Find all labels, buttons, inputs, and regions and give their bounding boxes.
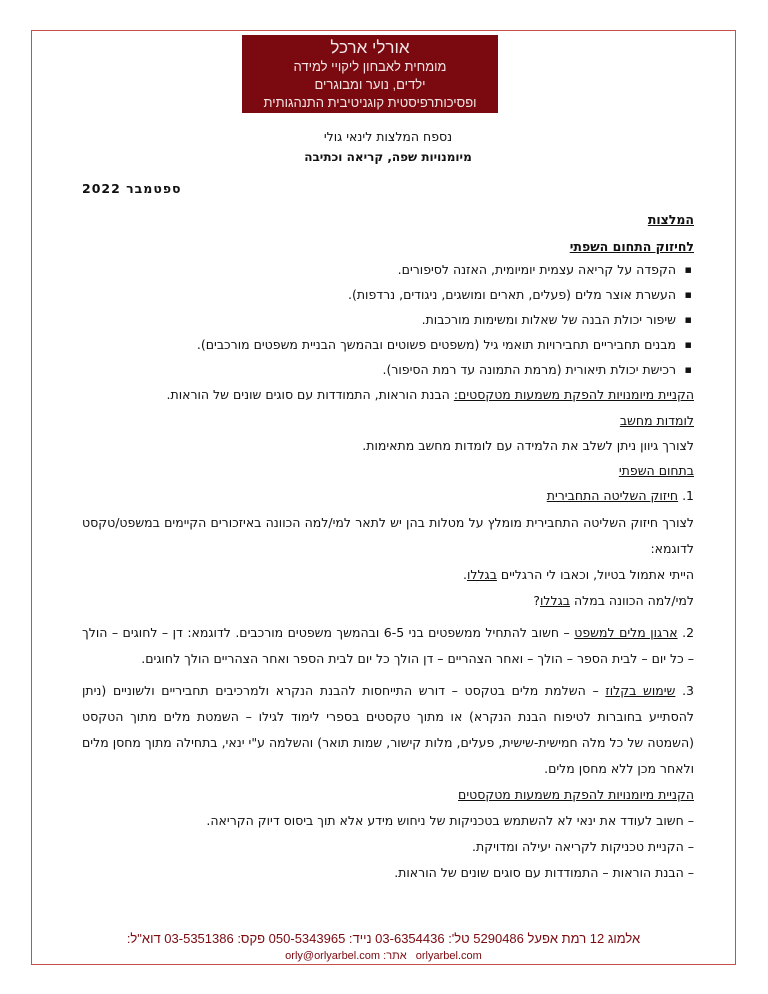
item-3-text: – השלמת מלים בטקסט – דורש התייחסות להבנת הנקרא ולמרכיבים תחביריים ולשוניים (ניתן להסתייע בחוברות לטיפוח הבנת הנקרא) או מתוך טקסטים בספרי לימוד לגילו – השמטת מלים מתוך הטקסט (השמטה של כל מלה חמישית-שישית, פעלים, מלות קישור, שמות תואר) והשלמה ע"י ינאי, בתחילה מתוך מחסן מלים ולאחר מכן ללא מחסן מלים.	[82, 683, 694, 776]
letterhead-line-1: מומחית לאבחון ליקויי למידה	[293, 59, 447, 74]
document-title: נספח המלצות לינאי גולי	[323, 129, 453, 144]
example-1	[82, 562, 694, 588]
document-body	[82, 118, 694, 886]
item-2-paragraph	[82, 620, 694, 672]
list-item: – חשוב לעודד את ינאי לא להשתמש בטכניקות של ניחוש מידע אלא תוך ביסוס דיוק הקריאה.	[206, 813, 694, 828]
footer-site[interactable]: orlyarbel.com	[415, 950, 482, 962]
example-2-underlined: בגללו	[539, 593, 570, 608]
document-date: ספטמבר 2022	[82, 181, 182, 196]
language-heading: לחיזוק התחום השפתי	[569, 239, 694, 254]
footer	[31, 930, 736, 964]
acquisition-label: הקניית מיומנויות להפקת משמעות מטקסטים:	[453, 387, 694, 402]
item-3-number: 3.	[682, 683, 694, 698]
computer-heading: לומדות מחשב	[619, 413, 694, 428]
footer-address: אלמוג 12 רמת אפעל 5290486 טל': 03-6354436 נייד: 050-5343965 פקס: 03-5351386 דוא"ל:	[126, 931, 641, 946]
item-3-paragraph	[82, 678, 694, 782]
item-2-number: 2.	[682, 625, 695, 640]
footer-contact	[31, 948, 736, 964]
letterhead	[242, 35, 498, 113]
list-item: ▪ הקפדה על קריאה עצמית יומיומית, האזנה לסיפורים.	[82, 261, 676, 278]
example-2	[82, 588, 694, 614]
item-1-text: לצורך חיזוק השליטה התחבירית מומלץ על מטלות בהן יש לתאר למי/למה הכוונה באיזכורים הקיימים במשפט/טקסט לדוגמא:	[82, 515, 694, 556]
item-2-title: ארגון מלים למשפט	[574, 625, 678, 640]
language-bullet-list	[82, 261, 694, 378]
example-2-text: למי/למה הכוונה במלה	[569, 593, 694, 608]
example-1-end: .	[462, 567, 467, 582]
recommendations-heading: המלצות	[647, 212, 694, 227]
letterhead-line-3: ופסיכותרפיסטית קוגניטיבית התנהגותית	[263, 95, 477, 110]
item-2-text: – חשוב להתחיל ממשפטים בני 6-5 ובהמשך משפטים מורכבים. לדוגמא: דן – לחוגים – הולך – כל יום – לבית הספר – הולך – ואחר הצהריים – דן הולך כל יום לבית הספר ואחר הצהריים הולך לחוגים.	[82, 625, 694, 666]
item-3-title: שימוש בקלוז	[605, 683, 676, 698]
item-1-heading	[82, 487, 694, 504]
item-1-number: 1.	[682, 488, 694, 503]
document-subtitle: מיומנויות שפה, קריאה וכתיבה	[304, 150, 472, 164]
computer-text: לצורך גיוון ניתן לשלב את הלמידה עם לומדות מחשב מתאימות.	[362, 438, 694, 453]
letterhead-name: אורלי ארכל	[330, 38, 410, 57]
footer-site-label: אתר:	[383, 950, 407, 962]
acquisition-text: הבנת הוראות, התמודדות עם סוגים שונים של הוראות.	[166, 387, 454, 402]
acquisition-2-heading: הקניית מיומנויות להפקת משמעות מטקסטים	[458, 787, 694, 802]
language-area-heading: בתחום השפתי	[618, 463, 694, 478]
acquisition-paragraph	[82, 382, 694, 408]
list-item: ▪ העשרת אוצר מלים (פעלים, תארים ומושגים, ניגודים, נרדפות).	[82, 286, 676, 303]
list-item: ▪ שיפור יכולת הבנה של שאלות ומשימות מורכבות.	[82, 311, 676, 328]
example-1-text: הייתי אתמול בטיול, וכאבו לי הרגליים	[496, 567, 694, 582]
letterhead-line-2: ילדים, נוער ומבוגרים	[314, 77, 426, 92]
list-item: ▪ רכישת יכולת תיאורית (מרמת התמונה עד רמת הסיפור).	[82, 361, 676, 378]
example-2-end: ?	[533, 593, 540, 608]
footer-email[interactable]: orly@orlyarbel.com	[285, 950, 381, 962]
list-item: – הקניית טכניקות לקריאה יעילה ומדויקת.	[472, 839, 694, 854]
list-item: ▪ מבנים תחביריים תחבירויות תואמי גיל (משפטים פשוטים ובהמשך הבניית משפטים מורכבים).	[82, 336, 676, 353]
list-item: – הבנת הוראות – התמודדות עם סוגים שונים של הוראות.	[394, 865, 694, 880]
item-1-title: חיזוק השליטה התחבירית	[546, 488, 679, 503]
example-1-underlined: בגללו	[466, 567, 497, 582]
